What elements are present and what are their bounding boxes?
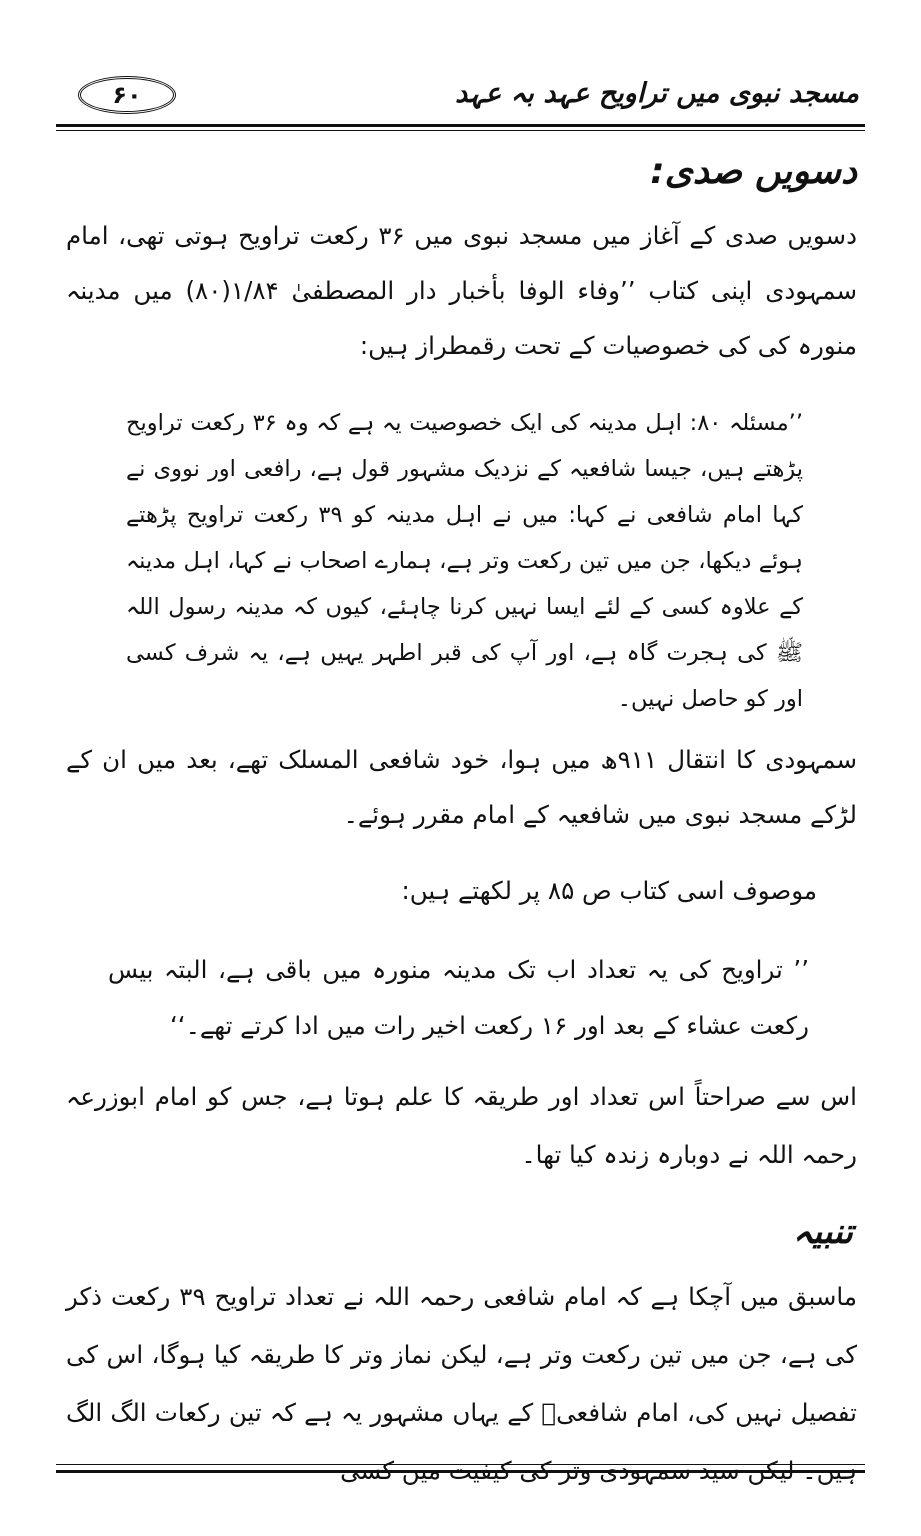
header-rule-thin <box>56 130 865 131</box>
header-rule-thick <box>56 124 865 127</box>
paragraph-tanbeeh: ماسبق میں آچکا ہے کہ امام شافعی رحمہ اللہ نے تعداد تراویح ۳۹ رکعت ذکر کی ہے، جن میں تین رکعت وتر ہے، لیکن نماز وتر کا طریقہ کیا ہوگا، اس کی تفصیل نہیں کی، امام شافعیؒ کے یہاں مشہور یہ ہے کہ تین رکعات الگ الگ ہیں۔ لیکن سید سمہودی وتر کی کیفیت میں کسی <box>66 1282 857 1485</box>
section-heading-tanbeeh: تنبیہ <box>792 1212 853 1252</box>
footer-rule-thick <box>56 1470 865 1473</box>
block-quote-masala-80: ’’مسئلہ ۸۰: اہل مدینہ کی ایک خصوصیت یہ ہے کہ وہ ۳۶ رکعت تراویح پڑھتے ہیں، جیسا شافعیہ کے نزدیک مشہور قول ہے، رافعی اور نووی نے کہا امام شافعی نے کہا: میں نے اہل مدینہ کو ۳۹ رکعت تراویح پڑھتے ہوئے دیکھا، جن میں تین رکعت وتر ہے، ہمارے اصحاب نے کہا، اہل مدینہ کے علاوہ کسی کے لئے ایسا نہیں کرنا چاہئے، کیوں کہ مدینہ رسول اللہ ﷺ کی ہجرت گاہ ہے، اور آپ کی قبر اطہر یہیں ہے، یہ شرف کسی اور کو حاصل نہیں۔ <box>126 410 803 712</box>
paragraph-samhudi-death: سمہودی کا انتقال ۹۱۱ھ میں ہوا، خود شافعی المسلک تھے، بعد میں ان کے لڑکے مسجد نبوی میں شافعیہ کے امام مقرر ہوئے۔ <box>66 745 857 829</box>
section-heading-tenth-century: دسویں صدی: <box>650 151 857 192</box>
footer-rule-thin <box>56 1464 865 1465</box>
paragraph-citation-intro: موصوف اسی کتاب ص ۸۵ پر لکھتے ہیں: <box>401 876 817 905</box>
running-header-title: مسجد نبوی میں تراویح عہد بہ عہد <box>455 78 859 109</box>
paragraph-conclusion: اس سے صراحتاً اس تعداد اور طریقہ کا علم ہوتا ہے، جس کو امام ابوزرعہ رحمہ اللہ نے دوبارہ زندہ کیا تھا۔ <box>66 1082 857 1169</box>
block-quote-taraweeh-count: ’’ تراویح کی یہ تعداد اب تک مدینہ منورہ میں باقی ہے، البتہ بیس رکعت عشاء کے بعد اور ۱۶ رکعت اخیر رات میں ادا کرتے تھے۔‘‘ <box>108 955 809 1040</box>
paragraph-intro: دسویں صدی کے آغاز میں مسجد نبوی میں ۳۶ رکعت تراویح ہوتی تھی، امام سمہودی اپنی کتاب ’’وفاء الوفا بأخبار دار المصطفیٰ ۱/۸۴(۸۰) میں مدینہ منورہ کی کی خصوصیات کے تحت رقمطراز ہیں: <box>66 221 857 360</box>
page-number-badge: ۶۰ <box>78 76 176 114</box>
